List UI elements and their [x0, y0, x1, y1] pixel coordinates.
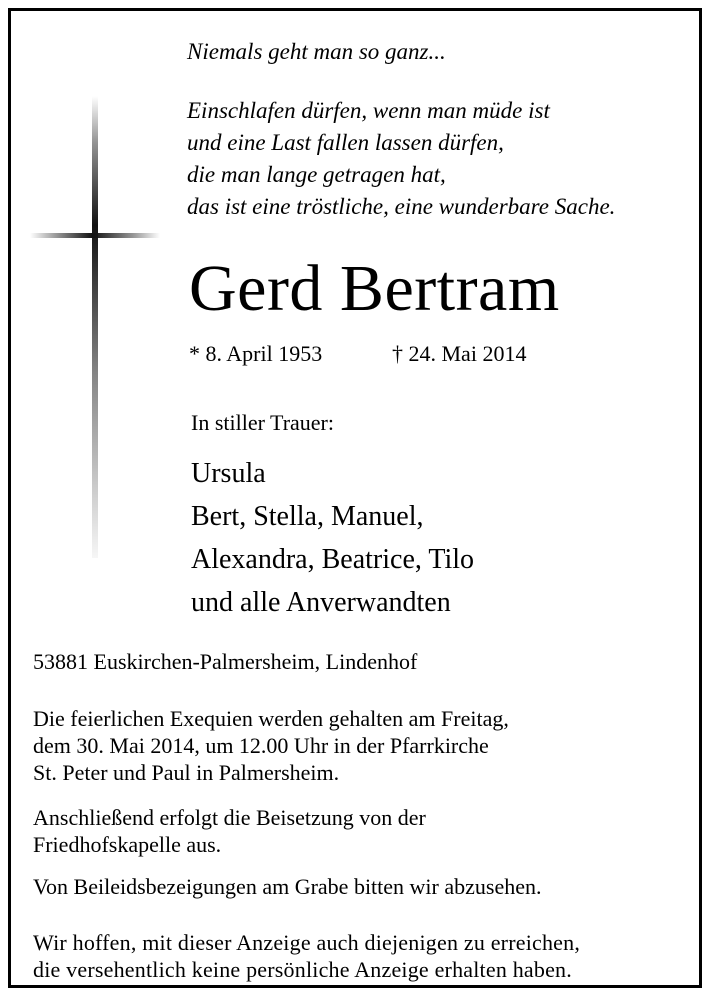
- poem-line: und eine Last fallen lassen dürfen,: [187, 130, 504, 155]
- text-line: die versehentlich keine persönliche Anzeige erhalten haben.: [33, 957, 572, 982]
- closing-note: [33, 929, 580, 983]
- life-dates: [189, 340, 527, 368]
- poem-line: die man lange getragen hat,: [187, 162, 446, 187]
- mourner-line: Bert, Stella, Manuel,: [191, 501, 424, 532]
- poem-line: Einschlafen dürfen, wenn man müde ist: [187, 98, 550, 123]
- text-line: St. Peter und Paul in Palmersheim.: [33, 760, 340, 785]
- text-line: Die feierlichen Exequien werden gehalten am Freitag,: [33, 706, 509, 731]
- cross-vertical-beam: [92, 96, 98, 558]
- deceased-name: Gerd Bertram: [189, 252, 560, 325]
- text-line: dem 30. Mai 2014, um 12.00 Uhr in der Pfarrkirche: [33, 733, 489, 758]
- mourner-line: Ursula: [191, 458, 266, 489]
- mourner-line: Alexandra, Beatrice, Tilo: [191, 544, 475, 575]
- text-line: Von Beileidsbezeigungen am Grabe bitten wir abzusehen.: [33, 874, 542, 899]
- text-line: Anschließend erfolgt die Beisetzung von der: [33, 805, 426, 830]
- mourners-list: [191, 452, 474, 624]
- mourner-line: und alle Anverwandten: [191, 587, 451, 618]
- death-date: † 24. Mai 2014: [392, 341, 527, 366]
- text-line: Wir hoffen, mit dieser Anzeige auch diejenigen zu erreichen,: [33, 930, 581, 955]
- funeral-service-info: [33, 705, 509, 786]
- cross-horizontal-beam: [30, 233, 160, 238]
- mourning-intro: In stiller Trauer:: [191, 410, 334, 435]
- poem-line: Niemals geht man so ganz...: [187, 39, 446, 64]
- burial-info: [33, 804, 426, 858]
- address: 53881 Euskirchen-Palmersheim, Lindenhof: [33, 649, 418, 674]
- poem-line: das ist eine tröstliche, eine wunderbare Sache.: [187, 194, 616, 219]
- condolence-request: [33, 873, 542, 900]
- poem: [187, 36, 615, 223]
- birth-date: * 8. April 1953: [189, 341, 323, 366]
- text-line: Friedhofskapelle aus.: [33, 832, 222, 857]
